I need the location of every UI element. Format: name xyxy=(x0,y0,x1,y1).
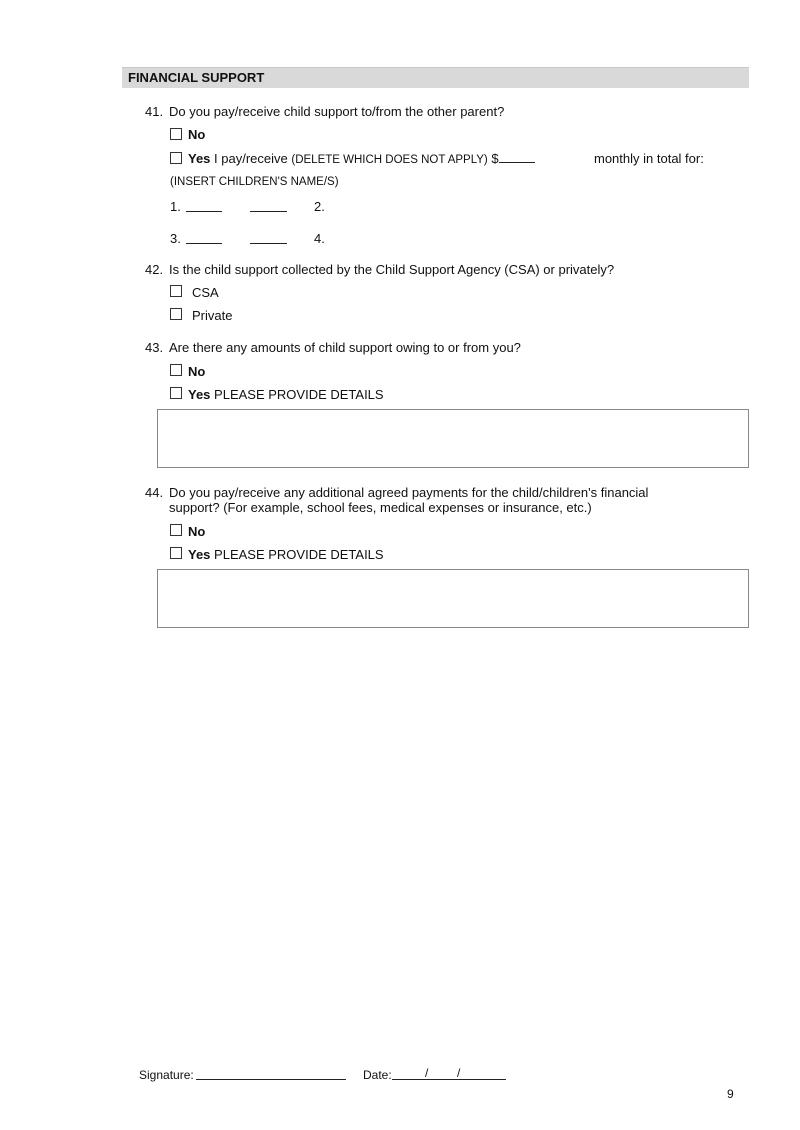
date-separator: / xyxy=(425,1066,429,1080)
q44-yes-checkbox[interactable] xyxy=(170,547,182,559)
date-field[interactable] xyxy=(392,1067,506,1080)
child-name-field[interactable] xyxy=(250,232,287,244)
q44-no-checkbox[interactable] xyxy=(170,524,182,536)
question-text-line1: Do you pay/receive any additional agreed payments for the child/children's financial xyxy=(169,485,649,500)
question-44 xyxy=(145,485,648,500)
question-number: 41. xyxy=(145,104,164,119)
q41-delete-instruction: (DELETE WHICH DOES NOT APPLY) xyxy=(291,154,488,166)
q43-no-checkbox[interactable] xyxy=(170,364,182,376)
signature-field[interactable] xyxy=(196,1067,346,1080)
child-slot-label: 3. xyxy=(170,231,181,246)
q44-yes-line xyxy=(188,547,384,562)
q42-private-label: Private xyxy=(192,308,233,323)
section-header xyxy=(122,67,749,88)
page-number: 9 xyxy=(727,1087,734,1101)
q41-yes-text: I pay/receive xyxy=(214,151,288,166)
signature-label: Signature: xyxy=(139,1068,194,1082)
q43-no-label: No xyxy=(188,364,206,379)
q41-names-instruction: (INSERT CHILDREN'S NAME/S) xyxy=(170,176,339,188)
q43-yes-checkbox[interactable] xyxy=(170,387,182,399)
child-name-field[interactable] xyxy=(186,232,222,244)
child-name-field[interactable] xyxy=(186,200,222,212)
q42-csa-checkbox[interactable] xyxy=(170,285,182,297)
q44-yes-label: Yes xyxy=(188,547,211,562)
q41-yes-checkbox[interactable] xyxy=(170,152,182,164)
date-label: Date: xyxy=(363,1068,392,1082)
question-text-line2: support? (For example, school fees, medical expenses or insurance, etc.) xyxy=(169,500,592,515)
child-name-field[interactable] xyxy=(250,200,287,212)
q44-yes-text: PLEASE PROVIDE DETAILS xyxy=(214,547,384,562)
question-42 xyxy=(145,262,614,277)
question-number: 42. xyxy=(145,262,164,277)
question-number: 43. xyxy=(145,340,164,355)
child-slot-label: 1. xyxy=(170,199,181,214)
q43-yes-label: Yes xyxy=(188,387,211,402)
q43-yes-line xyxy=(188,387,384,402)
q41-monthly-text: monthly in total for: xyxy=(594,151,704,166)
q41-yes-line xyxy=(188,151,535,166)
q44-no-label: No xyxy=(188,524,206,539)
q42-csa-label: CSA xyxy=(192,285,219,300)
q41-currency: $ xyxy=(491,151,499,166)
q41-no-label: No xyxy=(188,127,206,142)
question-41 xyxy=(145,104,504,119)
question-number: 44. xyxy=(145,485,164,500)
question-text: Are there any amounts of child support owing to or from you? xyxy=(169,340,521,355)
child-slot-label: 2. xyxy=(314,199,325,214)
date-separator: / xyxy=(457,1066,461,1080)
section-title: FINANCIAL SUPPORT xyxy=(128,70,265,85)
child-slot-label: 4. xyxy=(314,231,325,246)
q43-yes-text: PLEASE PROVIDE DETAILS xyxy=(214,387,384,402)
q42-private-checkbox[interactable] xyxy=(170,308,182,320)
q41-yes-label: Yes xyxy=(188,151,211,166)
q44-details-box[interactable] xyxy=(157,569,749,628)
question-43 xyxy=(145,340,521,355)
q41-no-checkbox[interactable] xyxy=(170,128,182,140)
question-text: Do you pay/receive child support to/from the other parent? xyxy=(169,104,505,119)
question-text: Is the child support collected by the Child Support Agency (CSA) or privately? xyxy=(169,262,615,277)
q43-details-box[interactable] xyxy=(157,409,749,468)
q41-amount-field[interactable] xyxy=(499,151,535,163)
